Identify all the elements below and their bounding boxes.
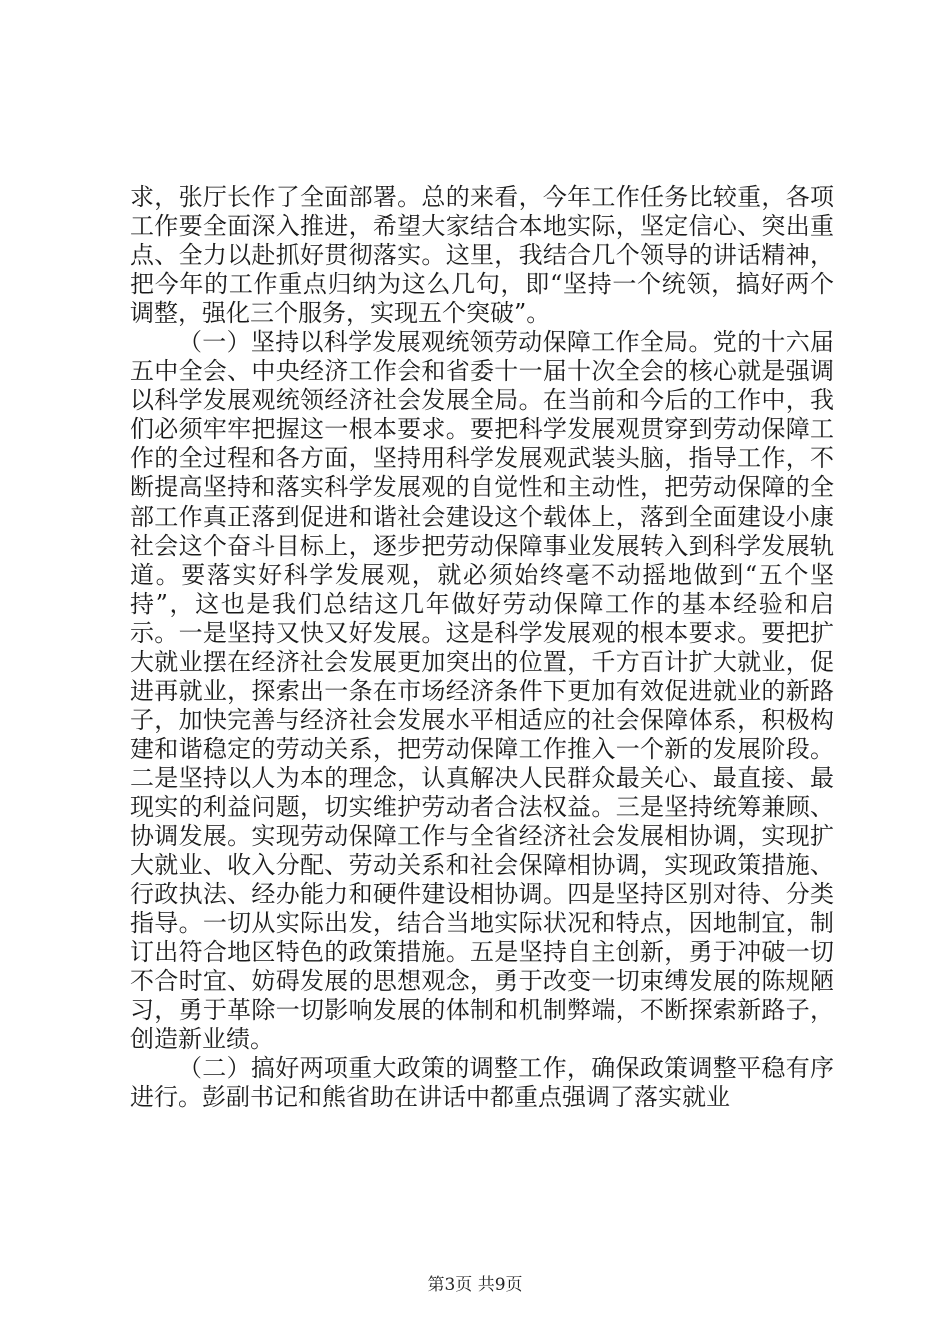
page-number-footer: 第3页 共9页 — [427, 1275, 523, 1295]
paragraph: 求，张厅长作了全面部署。总的来看，今年工作任务比较重，各项工作要全面深入推进，希望大家结合本地实际，坚定信心、突出重点、全力以赴抓好贯彻落实。这里，我结合几个领导的讲话精神，把今年的工作重点归纳为这么几句，即“坚持一个统领，搞好两个调整，强化三个服务，实现五个突破”。 — [130, 183, 834, 328]
paragraph: （二）搞好两项重大政策的调整工作，确保政策调整平稳有序进行。彭副书记和熊省助在讲话中都重点强调了落实就业 — [130, 1054, 834, 1112]
paragraph: （一）坚持以科学发展观统领劳动保障工作全局。党的十六届五中全会、中央经济工作会和省委十一届十次全会的核心就是强调以科学发展观统领经济社会发展全局。在当前和今后的工作中，我们必须牢牢把握这一根本要求。要把科学发展观贯穿到劳动保障工作的全过程和各方面，坚持用科学发展观武装头脑，指导工作，不断提高坚持和落实科学发展观的自觉性和主动性，把劳动保障的全部工作真正落到促进和谐社会建设这个载体上，落到全面建设小康社会这个奋斗目标上，逐步把劳动保障事业发展转入到科学发展轨道。要落实好科学发展观，就必须始终毫不动摇地做到“五个坚持”，这也是我们总结这几年做好劳动保障工作的基本经验和启示。一是坚持又快又好发展。这是科学发展观的根本要求。要把扩大就业摆在经济社会发展更加突出的位置，千方百计扩大就业，促进再就业，探索出一条在市场经济条件下更加有效促进就业的新路子，加快完善与经济社会发展水平相适应的社会保障体系，积极构建和谐稳定的劳动关系，把劳动保障工作推入一个新的发展阶段。二是坚持以人为本的理念，认真解决人民群众最关心、最直接、最现实的利益问题，切实维护劳动者合法权益。三是坚持统筹兼顾、协调发展。实现劳动保障工作与全省经济社会发展相协调，实现扩大就业、收入分配、劳动关系和社会保障相协调，实现政策措施、行政执法、经办能力和硬件建设相协调。四是坚持区别对待、分类指导。一切从实际出发，结合当地实际状况和特点，因地制宜，制订出符合地区特色的政策措施。五是坚持自主创新，勇于冲破一切不合时宜、妨碍发展的思想观念，勇于改变一切束缚发展的陈规陋习，勇于革除一切影响发展的体制和机制弊端，不断探索新路子，创造新业绩。 — [130, 328, 834, 1054]
document-body — [130, 183, 834, 1113]
